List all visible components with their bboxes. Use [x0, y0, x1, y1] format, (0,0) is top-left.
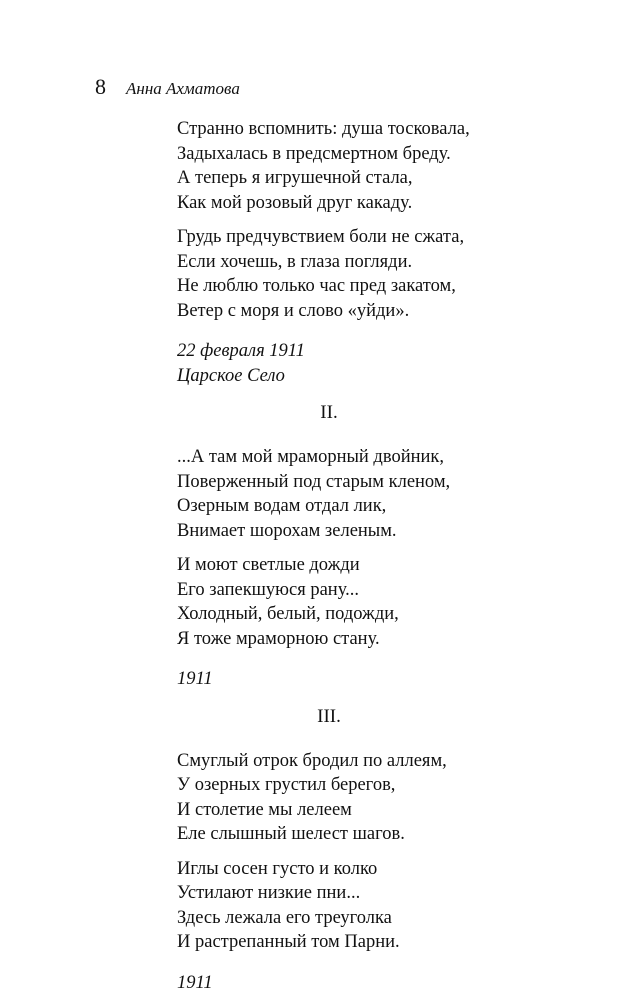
verse-line: Холодный, белый, подожди,: [177, 604, 399, 624]
verse-line: Не люблю только час пред закатом,: [177, 276, 456, 296]
verse-line: ...А там мой мраморный двойник,: [177, 447, 445, 467]
verse-line: Внимает шорохам зеленым.: [177, 520, 397, 541]
verse-line: Грудь предчувствием боли не сжата,: [177, 227, 465, 247]
stanza: [177, 117, 597, 215]
running-head: Анна Ахматова: [126, 79, 240, 98]
stanza: [177, 749, 597, 847]
verse-line: И столетие мы лелеем: [177, 799, 352, 820]
verse-line: Устилают низкие пни...: [177, 883, 361, 903]
verse-line: И растрепанный том Парни.: [177, 932, 400, 952]
verse-line: Поверженный под старым кленом,: [177, 471, 451, 492]
verse-line: А теперь я игрушечной стала,: [177, 168, 413, 188]
verse-line: Как мой розовый друг какаду.: [177, 192, 413, 213]
verse-line: У озерных грустил берегов,: [177, 775, 396, 795]
verse-line: И моют светлые дожди: [177, 555, 360, 575]
section-number: II.: [320, 402, 338, 423]
stanza: [177, 225, 597, 323]
stanza: [177, 553, 597, 651]
poem-date: 1911: [177, 972, 213, 993]
verse-line: Еле слышный шелест шагов.: [177, 824, 405, 844]
poem-place: Царское Село: [177, 365, 285, 386]
verse-line: Иглы сосен густо и колко: [177, 858, 378, 879]
page-header: [95, 74, 240, 100]
poem-date: 1911: [177, 669, 213, 689]
verse-line: Ветер с моря и слово «уйди».: [177, 300, 410, 321]
verse-line: Смуглый отрок бродил по аллеям,: [177, 750, 447, 771]
stanza: [177, 445, 597, 543]
verse-line: Задыхалась в предсмертном бреду.: [177, 143, 451, 164]
verse-line: Я тоже мраморною стану.: [177, 628, 380, 649]
poem-text: [177, 117, 597, 995]
verse-line: Если хочешь, в глаза погляди.: [177, 251, 413, 272]
page-number: 8: [95, 74, 106, 99]
verse-line: Здесь лежала его треуголка: [177, 907, 392, 928]
poem-date: 22 февраля 1911: [177, 341, 305, 361]
verse-line: Озерным водам отдал лик,: [177, 496, 387, 516]
verse-line: Его запекшуюся рану...: [177, 579, 359, 600]
stanza: [177, 857, 597, 955]
section-number: III.: [317, 705, 341, 727]
verse-line: Странно вспомнить: душа тосковала,: [177, 119, 470, 139]
